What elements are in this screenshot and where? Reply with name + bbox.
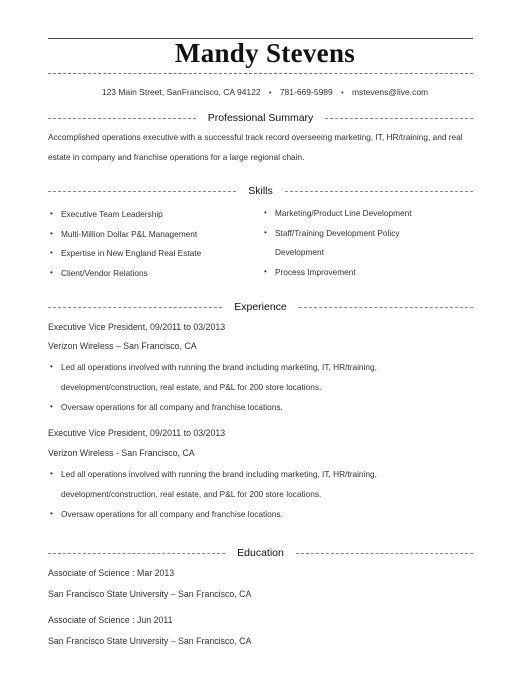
bullet: • — [50, 402, 53, 411]
skill-label: Marketing/Product Line Development — [275, 208, 412, 218]
job-bullet — [48, 464, 473, 504]
bullet-text: Led all operations involved with running the brand including marketing, IT, HR/training, development/construction, real estate, and P&L for 200 store locations. — [61, 362, 377, 392]
dash-rule — [48, 118, 196, 119]
name-divider — [48, 73, 473, 74]
job-title-line: Executive Vice President, 09/2011 to 03/2013 — [48, 322, 226, 332]
dash-rule — [48, 553, 225, 554]
dash-rule — [296, 553, 473, 554]
dash-rule — [299, 307, 473, 308]
job-bullet — [48, 357, 473, 397]
bullet: • — [50, 362, 53, 371]
education-degree: Associate of Science : Mar 2013 — [48, 568, 175, 578]
job-company-line: Verizon Wireless - San Francisco, CA — [48, 448, 195, 458]
skill-item — [48, 244, 248, 264]
dash-rule — [325, 118, 473, 119]
job-bullet — [48, 397, 473, 417]
email: mstevens@live.com — [351, 87, 429, 97]
bullet: • — [264, 266, 267, 276]
address: 123 Main Street, SanFrancisco, CA 94122 — [101, 87, 261, 97]
bullet-text: Oversaw operations for all company and franchise locations. — [61, 402, 283, 412]
skills-right-column — [262, 204, 422, 282]
bullet: • — [50, 228, 53, 238]
separator-dot: • — [268, 90, 272, 97]
section-title: Skills — [248, 185, 273, 197]
education-degree: Associate of Science : Jun 2011 — [48, 615, 173, 625]
section-title: Professional Summary — [207, 112, 314, 124]
skill-item — [262, 204, 422, 224]
summary-text: Accomplished operations executive with a successful track record overseeing marketing, IT, HR/training, and real estate in company and franchise operations for a large regional chain. — [48, 132, 463, 162]
experience-heading — [48, 300, 473, 314]
skill-item — [48, 225, 248, 245]
skill-item — [48, 264, 248, 284]
bullet: • — [50, 209, 53, 218]
dash-rule — [285, 191, 473, 192]
bullet-text: Led all operations involved with running the brand including marketing, IT, HR/training, development/construction, real estate, and P&L for 200 store locations. — [61, 469, 377, 499]
job-company-line: Verizon Wireless – San Francisco, CA — [48, 341, 197, 351]
phone: 781-669-5989 — [279, 87, 333, 97]
skill-label: Expertise in New England Real Estate — [61, 248, 202, 258]
skills-left-column — [48, 205, 248, 283]
skill-label: Multi-Million Dollar P&L Management — [61, 228, 198, 239]
skill-label: Client/Vendor Relations — [61, 267, 148, 278]
job-bullet — [48, 504, 473, 524]
bullet: • — [50, 267, 53, 277]
education-school: San Francisco State University – San Francisco, CA — [48, 636, 252, 646]
section-title: Experience — [234, 301, 287, 313]
separator-dot: • — [341, 90, 344, 97]
summary-heading — [48, 111, 473, 125]
skill-label: Executive Team Leadership — [61, 209, 163, 219]
skill-item — [48, 205, 248, 225]
education-heading — [48, 546, 473, 560]
bullet: • — [50, 469, 53, 478]
skills-heading — [48, 184, 473, 198]
bullet: • — [50, 248, 53, 257]
dash-rule — [48, 307, 222, 308]
skill-item — [262, 224, 422, 263]
bullet-text: Oversaw operations for all company and franchise locations. — [61, 509, 283, 519]
candidate-name: Mandy Stevens — [174, 38, 356, 68]
job-title-line: Executive Vice President, 09/2011 to 03/2013 — [48, 428, 226, 438]
bullet: • — [264, 227, 267, 237]
education-school: San Francisco State University – San Francisco, CA — [48, 589, 252, 599]
bullet: • — [264, 208, 267, 217]
contact-line — [0, 87, 530, 97]
skill-label: Process Improvement — [275, 266, 356, 277]
dash-rule — [48, 191, 236, 192]
section-title: Education — [237, 547, 284, 559]
skill-item — [262, 263, 422, 283]
skill-label: Staff/Training Development Policy Development — [275, 227, 400, 257]
bullet: • — [50, 509, 53, 518]
